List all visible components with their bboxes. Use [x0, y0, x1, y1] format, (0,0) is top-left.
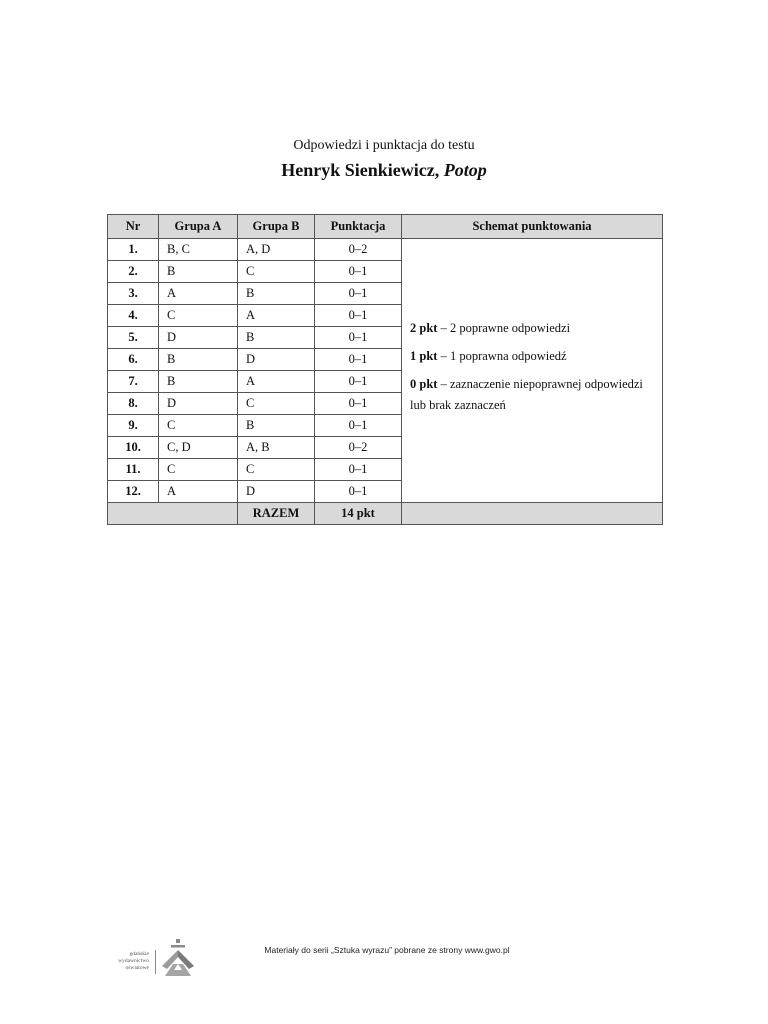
column-header-nr: Nr: [108, 215, 159, 239]
title-author: Henryk Sienkiewicz,: [281, 160, 440, 180]
group-a-answer: C: [159, 459, 238, 481]
column-header-scheme: Schemat punktowania: [402, 215, 663, 239]
document-title: [0, 160, 768, 181]
group-b-answer: A: [238, 371, 315, 393]
row-number: 9.: [108, 415, 159, 437]
group-a-answer: D: [159, 327, 238, 349]
group-b-answer: A, D: [238, 239, 315, 261]
column-header-group-a: Grupa A: [159, 215, 238, 239]
answer-key-table: [107, 214, 663, 525]
group-b-answer: A: [238, 305, 315, 327]
points-range: 0–2: [315, 239, 402, 261]
total-spacer: [108, 503, 238, 525]
total-row: [108, 503, 663, 525]
column-header-group-b: Grupa B: [238, 215, 315, 239]
table-row: [108, 239, 663, 261]
row-number: 11.: [108, 459, 159, 481]
points-range: 0–1: [315, 327, 402, 349]
group-b-answer: B: [238, 415, 315, 437]
row-number: 8.: [108, 393, 159, 415]
scheme-points: 1 pkt: [410, 349, 438, 363]
group-b-answer: D: [238, 349, 315, 371]
row-number: 5.: [108, 327, 159, 349]
scheme-rule: [410, 374, 654, 416]
scheme-description: – 2 poprawne odpowiedzi: [437, 321, 571, 335]
group-a-answer: A: [159, 481, 238, 503]
group-a-answer: D: [159, 393, 238, 415]
publisher-emblem-icon: [159, 938, 197, 978]
row-number: 4.: [108, 305, 159, 327]
row-number: 3.: [108, 283, 159, 305]
group-a-answer: B: [159, 349, 238, 371]
scheme-rule: [410, 346, 654, 367]
group-b-answer: A, B: [238, 437, 315, 459]
group-b-answer: D: [238, 481, 315, 503]
points-range: 0–1: [315, 261, 402, 283]
group-a-answer: C, D: [159, 437, 238, 459]
column-header-points: Punktacja: [315, 215, 402, 239]
title-work: Potop: [443, 160, 487, 180]
table-header-row: [108, 215, 663, 239]
row-number: 6.: [108, 349, 159, 371]
publisher-name-line: gdańskie: [129, 951, 149, 957]
points-range: 0–1: [315, 349, 402, 371]
publisher-name-line: wydawnictwo: [118, 958, 149, 964]
group-a-answer: C: [159, 305, 238, 327]
scheme-points: 0 pkt: [410, 377, 438, 391]
points-range: 0–1: [315, 459, 402, 481]
document-subtitle: Odpowiedzi i punktacja do testu: [293, 138, 475, 153]
points-range: 0–1: [315, 481, 402, 503]
group-a-answer: B: [159, 261, 238, 283]
row-number: 7.: [108, 371, 159, 393]
group-b-answer: C: [238, 393, 315, 415]
total-value: 14 pkt: [315, 503, 402, 525]
group-a-answer: C: [159, 415, 238, 437]
row-number: 2.: [108, 261, 159, 283]
row-number: 12.: [108, 481, 159, 503]
row-number: 10.: [108, 437, 159, 459]
scheme-description: – zaznaczenie niepoprawnej odpowiedzi lub brak zaznaczeń: [410, 377, 643, 412]
total-empty-cell: [402, 503, 663, 525]
group-a-answer: B: [159, 371, 238, 393]
group-b-answer: C: [238, 261, 315, 283]
footer-note: Materiały do serii „Sztuka wyrazu” pobrane ze strony www.gwo.pl: [264, 945, 510, 955]
scheme-points: 2 pkt: [410, 321, 438, 335]
scheme-description: – 1 poprawna odpowiedź: [437, 349, 567, 363]
scheme-rule: [410, 318, 654, 339]
points-range: 0–1: [315, 371, 402, 393]
scoring-scheme: [402, 239, 663, 503]
group-b-answer: C: [238, 459, 315, 481]
group-a-answer: A: [159, 283, 238, 305]
group-b-answer: B: [238, 283, 315, 305]
total-label: RAZEM: [238, 503, 315, 525]
points-range: 0–1: [315, 283, 402, 305]
group-a-answer: B, C: [159, 239, 238, 261]
row-number: 1.: [108, 239, 159, 261]
points-range: 0–1: [315, 415, 402, 437]
points-range: 0–1: [315, 305, 402, 327]
points-range: 0–1: [315, 393, 402, 415]
points-range: 0–2: [315, 437, 402, 459]
publisher-name-line: oświatowe: [125, 965, 149, 971]
group-b-answer: B: [238, 327, 315, 349]
